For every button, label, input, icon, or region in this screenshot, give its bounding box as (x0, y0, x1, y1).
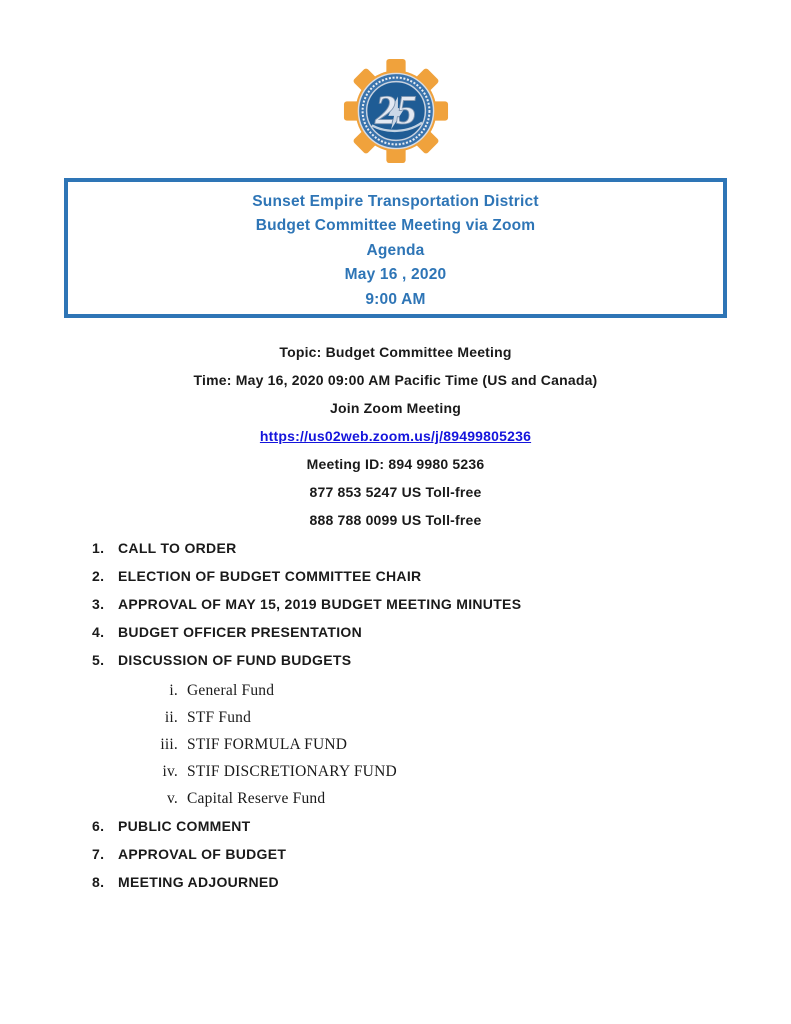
item-number: 7. (92, 846, 105, 862)
item-number: 2. (92, 568, 105, 584)
logo-container (0, 58, 791, 164)
tollfree-number-2: 888 788 0099 US Toll-free (309, 512, 482, 528)
meeting-info-section (0, 338, 791, 534)
subitem-label: STIF FORMULA FUND (187, 735, 348, 753)
time-line: Time: May 16, 2020 09:00 AM Pacific Time (US and Canada) (193, 372, 598, 388)
item-number: 1. (92, 540, 105, 556)
item-label: APPROVAL OF MAY 15, 2019 BUDGET MEETING MINUTES (118, 596, 522, 612)
agenda-header-box (64, 178, 727, 318)
item-number: 4. (92, 624, 105, 640)
agenda-item-6 (92, 812, 751, 840)
subitem-numeral: iii. (160, 735, 178, 753)
agenda-list (92, 534, 751, 896)
fund-subitem-ii (92, 704, 751, 731)
subitem-numeral: i. (169, 681, 178, 699)
logo-25-text: 25 (374, 86, 417, 133)
subitem-label: Capital Reserve Fund (187, 789, 326, 807)
agenda-item-2 (92, 562, 751, 590)
subitem-numeral: iv. (162, 762, 178, 780)
header-agenda-label: Agenda (366, 241, 425, 259)
tollfree-number-1: 877 853 5247 US Toll-free (309, 484, 482, 500)
item-label: BUDGET OFFICER PRESENTATION (118, 624, 363, 640)
item-label: ELECTION OF BUDGET COMMITTEE CHAIR (118, 568, 422, 584)
agenda-item-8 (92, 868, 751, 896)
agenda-item-7 (92, 840, 751, 868)
item-number: 3. (92, 596, 105, 612)
item-number: 8. (92, 874, 105, 890)
subitem-numeral: v. (166, 789, 178, 807)
subitem-label: STF Fund (187, 708, 252, 726)
item-label: CALL TO ORDER (118, 540, 237, 556)
join-zoom-label: Join Zoom Meeting (330, 400, 461, 416)
header-meeting-title: Budget Committee Meeting via Zoom (255, 217, 536, 235)
meeting-id-line: Meeting ID: 894 9980 5236 (306, 456, 485, 472)
topic-line: Topic: Budget Committee Meeting (279, 344, 512, 360)
fund-subitem-v (92, 785, 751, 812)
fund-subitem-iii (92, 731, 751, 758)
agenda-item-1 (92, 534, 751, 562)
header-meeting-date: May 16 , 2020 (344, 266, 447, 284)
fund-subitem-iv (92, 758, 751, 785)
agenda-item-3 (92, 590, 751, 618)
item-number: 6. (92, 818, 105, 834)
header-meeting-time: 9:00 AM (365, 290, 426, 308)
subitem-label: STIF DISCRETIONARY FUND (187, 762, 397, 780)
subitem-label: General Fund (187, 681, 275, 699)
fund-subitem-list (92, 677, 751, 812)
item-label: MEETING ADJOURNED (118, 874, 279, 890)
agenda-item-4 (92, 618, 751, 646)
item-label: APPROVAL OF BUDGET (118, 846, 287, 862)
zoom-meeting-link[interactable]: https://us02web.zoom.us/j/89499805236 (259, 428, 532, 444)
item-label: DISCUSSION OF FUND BUDGETS (118, 652, 352, 668)
fund-subitem-i (92, 677, 751, 704)
item-label: PUBLIC COMMENT (118, 818, 251, 834)
subitem-numeral: ii. (164, 708, 178, 726)
setd-anniversary-gear-logo (337, 58, 455, 164)
item-number: 5. (92, 652, 105, 668)
header-district-name: Sunset Empire Transportation District (252, 193, 539, 210)
agenda-item-5 (92, 646, 751, 674)
